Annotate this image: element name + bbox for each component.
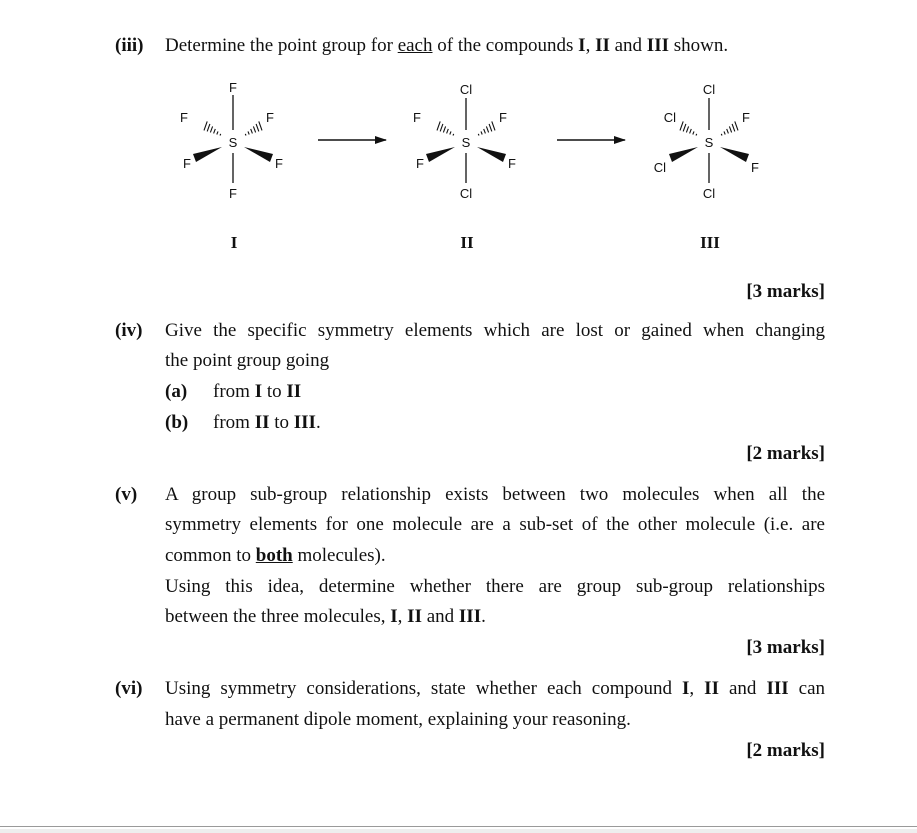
question-number: (iv) xyxy=(115,320,143,341)
text-segment: to xyxy=(269,412,294,433)
sub-question-number: (b) xyxy=(165,412,189,433)
text-segment: molecules). xyxy=(292,545,386,566)
text-segment: can xyxy=(788,678,826,699)
marks-vi: [2 marks] xyxy=(746,740,825,761)
center-atom: S xyxy=(228,135,238,150)
lower-right-atom: F xyxy=(275,156,283,171)
compound-ref: II xyxy=(407,606,422,627)
text-segment: between the three molecules, xyxy=(165,606,391,627)
page-bottom-shadow xyxy=(0,829,917,833)
text-segment: Using symmetry considerations, state whether each compound xyxy=(165,678,682,699)
upper-left-atom: F xyxy=(413,110,421,125)
lower-right-atom: F xyxy=(751,160,759,175)
underlined-word: each xyxy=(397,35,433,56)
upper-left-atom: Cl xyxy=(663,110,676,125)
marks-v: [3 marks] xyxy=(746,637,825,658)
text-segment: common to xyxy=(165,545,256,566)
text-segment: , xyxy=(689,678,705,699)
molecule-ii xyxy=(413,82,516,201)
question-iv-line-1: Give the specific symmetry elements which are lost or gained when changing xyxy=(165,320,825,341)
text-segment: . xyxy=(481,606,486,627)
bottom-atom: F xyxy=(229,186,237,201)
text-segment: , xyxy=(585,35,596,56)
text-segment: to xyxy=(262,381,287,402)
top-atom: Cl xyxy=(702,82,716,97)
center-atom: S xyxy=(461,135,471,150)
sub-question-number: (a) xyxy=(165,381,188,402)
compound-ref: III xyxy=(766,678,789,699)
compound-ref: I xyxy=(682,678,690,699)
text-segment: of the compounds xyxy=(432,35,579,56)
text-segment: Determine the point group for xyxy=(165,35,398,56)
question-vi-number xyxy=(115,678,142,700)
molecule-figure xyxy=(0,0,917,270)
text-segment: . xyxy=(315,412,321,433)
question-iv-number xyxy=(115,320,142,342)
sub-question-a-text xyxy=(213,381,301,403)
compound-label-iii: III xyxy=(700,233,720,252)
question-v-number xyxy=(115,484,137,506)
center-atom: S xyxy=(704,135,714,150)
emphasised-word: both xyxy=(255,545,293,566)
compound-ref: III xyxy=(646,35,669,56)
lower-left-atom: Cl xyxy=(653,160,666,175)
compound-label-ii: II xyxy=(460,233,474,252)
page-bottom-border xyxy=(0,826,917,827)
compound-ref: II xyxy=(254,412,270,433)
upper-right-atom: F xyxy=(266,110,274,125)
compound-ref: I xyxy=(578,35,586,56)
upper-right-atom: F xyxy=(499,110,507,125)
question-v-line-4: Using this idea, determine whether there are group sub-group relationships xyxy=(165,576,825,597)
text-segment: from xyxy=(213,381,255,402)
sub-question-b xyxy=(165,412,188,434)
question-v-line-3 xyxy=(165,545,386,567)
text-segment: from xyxy=(213,412,255,433)
top-atom: F xyxy=(229,80,237,95)
question-iv-line-2: the point group going xyxy=(165,350,330,371)
question-vi-line-2: have a permanent dipole moment, explaining your reasoning. xyxy=(165,709,631,730)
question-number: (vi) xyxy=(115,678,143,699)
text-segment: and xyxy=(609,35,647,56)
sub-question-b-text xyxy=(213,412,321,434)
question-v-line-5 xyxy=(165,606,486,628)
lower-left-atom: F xyxy=(183,156,191,171)
text-segment: shown. xyxy=(668,35,729,56)
text-segment: and xyxy=(718,678,767,699)
compound-ref: III xyxy=(458,606,482,627)
top-atom: Cl xyxy=(459,82,473,97)
question-number: (iii) xyxy=(115,35,144,56)
compound-label-i: I xyxy=(230,233,238,252)
compound-ref: I xyxy=(390,606,398,627)
question-vi-line-1 xyxy=(165,678,825,700)
question-v-line-1: A group sub-group relationship exists between two molecules when all the xyxy=(165,484,825,505)
lower-right-atom: F xyxy=(508,156,516,171)
bottom-atom: Cl xyxy=(702,186,716,201)
molecule-iii xyxy=(654,82,759,201)
compound-ref: II xyxy=(704,678,719,699)
compound-ref: II xyxy=(595,35,610,56)
marks-iii: [3 marks] xyxy=(746,281,825,302)
compound-ref: III xyxy=(293,412,316,433)
compound-ref: II xyxy=(286,381,302,402)
sub-question-a xyxy=(165,381,187,403)
bottom-atom: Cl xyxy=(459,186,473,201)
question-v-line-2: symmetry elements for one molecule are a sub-set of the other molecule (i.e. are xyxy=(165,514,825,535)
upper-left-atom: F xyxy=(180,110,188,125)
marks-iv: [2 marks] xyxy=(746,443,825,464)
text-segment: and xyxy=(421,606,459,627)
molecule-i xyxy=(180,80,283,201)
lower-left-atom: F xyxy=(416,156,424,171)
text-segment: , xyxy=(397,606,408,627)
upper-right-atom: F xyxy=(742,110,750,125)
compound-ref: I xyxy=(254,381,263,402)
question-number: (v) xyxy=(115,484,138,505)
